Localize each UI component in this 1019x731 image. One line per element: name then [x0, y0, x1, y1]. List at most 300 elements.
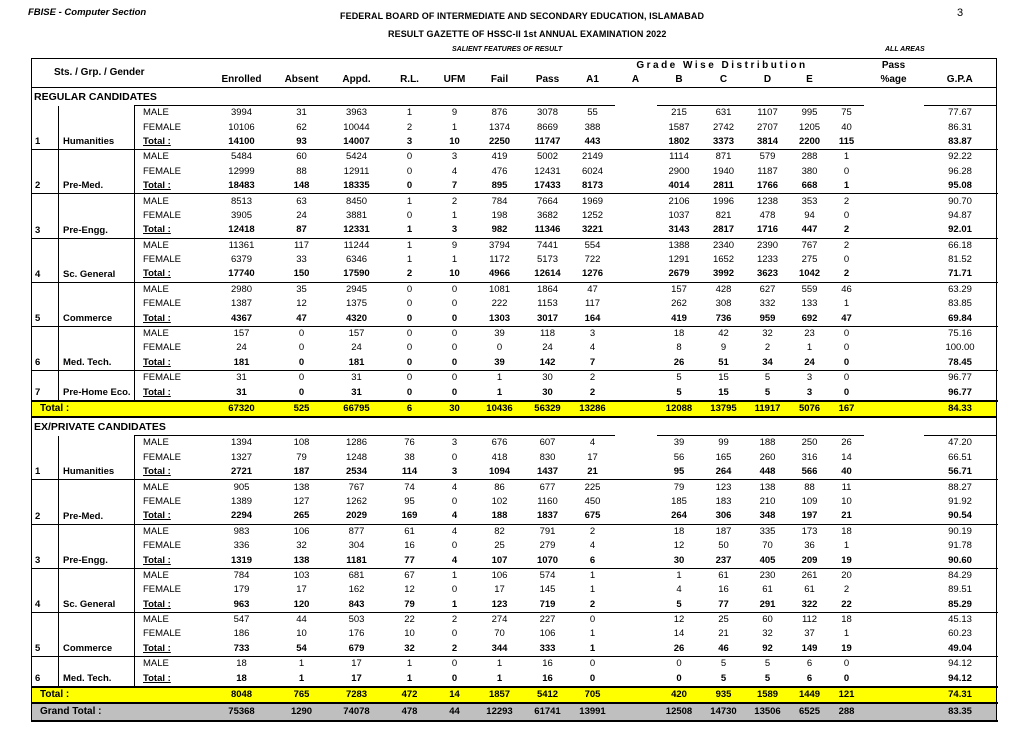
cell-value: 0: [571, 657, 615, 672]
cell-value: 11: [830, 480, 864, 495]
cell-value: 0: [830, 671, 864, 686]
table-row: [32, 223, 997, 238]
cell-value: 102: [491, 495, 508, 507]
spacer-cell: [864, 703, 924, 721]
cell-value: 22: [830, 598, 864, 613]
cell-value: 5484: [209, 150, 275, 165]
cell-value: 1: [451, 121, 458, 133]
cell-value: 14730: [702, 703, 746, 721]
cell-value: 18: [830, 612, 864, 627]
gender-label: MALE: [135, 657, 209, 672]
cell-value: 18: [657, 524, 702, 539]
cell-value: 2: [830, 223, 864, 238]
cell-value: 1: [451, 254, 458, 266]
group-name: Med. Tech.: [59, 326, 135, 370]
spacer-cell: [615, 583, 657, 597]
cell-value: 94: [804, 209, 815, 221]
cell-value: 10106: [228, 121, 255, 133]
table-row: [32, 179, 997, 194]
spacer-cell: [615, 385, 657, 400]
cell-value: 2: [830, 267, 864, 282]
salient-features-label: SALIENT FEATURES OF RESULT: [452, 46, 563, 53]
cell-value: 35: [275, 282, 329, 297]
spacer-cell: [864, 568, 924, 583]
cell-value: 574: [525, 568, 571, 583]
cell-value: 86.31: [948, 121, 972, 133]
cell-value: 12: [673, 540, 685, 552]
cell-value: 0: [406, 342, 413, 354]
cell-value: 0: [843, 254, 850, 266]
col-a1: A1: [571, 73, 615, 88]
cell-value: 631: [702, 106, 746, 121]
cell-value: 19: [830, 553, 864, 568]
cell-value: 1766: [746, 179, 790, 194]
cell-value: 503: [329, 612, 385, 627]
table-row: [32, 553, 997, 568]
cell-value: 14: [435, 687, 475, 703]
cell-value: 96.28: [948, 165, 972, 177]
gender-label: Total :: [135, 509, 209, 524]
cell-value: 2980: [209, 282, 275, 297]
cell-value: 78.45: [924, 356, 997, 371]
gender-label: Total :: [135, 356, 209, 371]
cell-value: 25: [702, 612, 746, 627]
gender-label: MALE: [135, 238, 209, 253]
table-row: [32, 495, 997, 509]
cell-value: 1387: [230, 298, 253, 310]
cell-value: 93: [275, 135, 329, 150]
spacer-cell: [864, 120, 924, 134]
spacer-cell: [864, 385, 924, 400]
cell-value: 30: [435, 401, 475, 417]
cell-value: 6: [571, 553, 615, 568]
spacer-cell: [615, 253, 657, 267]
cell-value: 4: [571, 436, 615, 451]
cell-value: 12911: [343, 165, 370, 177]
cell-value: 11361: [209, 238, 275, 253]
result-table: [31, 58, 997, 722]
cell-value: 10: [296, 628, 307, 640]
cell-value: 2294: [209, 509, 275, 524]
table-row: [32, 465, 997, 480]
cell-value: 5: [657, 371, 702, 386]
spacer-cell: [864, 106, 924, 121]
cell-value: 8669: [536, 121, 559, 133]
cell-value: 348: [746, 509, 790, 524]
spacer-cell: [615, 341, 657, 355]
cell-value: 5: [702, 671, 746, 686]
cell-value: 478: [385, 703, 435, 721]
spacer-cell: [615, 539, 657, 553]
group-name: Pre-Home Eco.: [59, 371, 135, 401]
cell-value: 5: [746, 385, 790, 400]
table-row: [32, 106, 997, 121]
cell-value: 22: [385, 612, 435, 627]
gender-label: MALE: [135, 194, 209, 209]
spacer-cell: [864, 194, 924, 209]
cell-value: 335: [746, 524, 790, 539]
cell-value: 1286: [329, 436, 385, 451]
cell-value: 6525: [790, 703, 830, 721]
cell-value: 90.70: [924, 194, 997, 209]
cell-value: 0: [435, 671, 475, 686]
group-name: Humanities: [59, 106, 135, 150]
col-c: C: [702, 73, 746, 88]
cell-value: 92.01: [924, 223, 997, 238]
cell-value: 12418: [209, 223, 275, 238]
col-e: E: [790, 73, 830, 88]
cell-value: 935: [702, 687, 746, 703]
cell-value: 179: [233, 584, 250, 596]
cell-value: 222: [491, 298, 508, 310]
cell-value: 2106: [657, 194, 702, 209]
cell-value: 0: [435, 657, 475, 672]
cell-value: 1081: [475, 282, 525, 297]
cell-value: 279: [539, 540, 556, 552]
cell-value: 12508: [657, 703, 702, 721]
cell-value: 237: [702, 553, 746, 568]
cell-value: 2742: [712, 121, 735, 133]
cell-value: 0: [435, 371, 475, 386]
table-row: [32, 385, 997, 400]
spacer-cell: [864, 165, 924, 179]
cell-value: 2: [571, 371, 615, 386]
cell-value: 2: [830, 238, 864, 253]
spacer-cell: [615, 297, 657, 311]
cell-value: 0: [451, 495, 458, 507]
cell-value: 69.84: [924, 311, 997, 326]
cell-value: 1: [475, 385, 525, 400]
cell-value: 3992: [702, 267, 746, 282]
cell-value: 17: [329, 657, 385, 672]
cell-value: 692: [790, 311, 830, 326]
cell-value: 0: [275, 326, 329, 341]
cell-value: 1276: [571, 267, 615, 282]
cell-value: 308: [715, 298, 732, 310]
cell-value: 92.22: [924, 150, 997, 165]
cell-value: 10436: [475, 401, 525, 417]
cell-value: 96.77: [924, 371, 997, 386]
cell-value: 1375: [345, 298, 368, 310]
cell-value: 0: [385, 150, 435, 165]
cell-value: 627: [746, 282, 790, 297]
gender-label: Total :: [135, 671, 209, 686]
cell-value: 90.54: [924, 509, 997, 524]
cell-value: 10: [841, 495, 852, 507]
cell-value: 559: [790, 282, 830, 297]
cell-value: 55: [571, 106, 615, 121]
spacer-cell: [615, 627, 657, 641]
table-row: [32, 253, 997, 267]
gender-label: MALE: [135, 524, 209, 539]
cell-value: 3: [571, 326, 615, 341]
cell-value: 109: [801, 495, 818, 507]
cell-value: 7664: [525, 194, 571, 209]
spacer-cell: [864, 627, 924, 641]
cell-value: 9: [435, 106, 475, 121]
cell-value: 332: [759, 298, 776, 310]
private-section-header: [32, 417, 997, 436]
gender-label: FEMALE: [143, 298, 182, 310]
all-areas-label: ALL AREAS: [885, 46, 925, 53]
cell-value: 44: [435, 703, 475, 721]
cell-value: 4: [589, 342, 596, 354]
cell-value: 0: [298, 342, 305, 354]
cell-value: 47: [275, 311, 329, 326]
cell-value: 16: [525, 671, 571, 686]
cell-value: 0: [830, 657, 864, 672]
table-row: [32, 341, 997, 355]
cell-value: 117: [275, 238, 329, 253]
cell-value: 963: [209, 598, 275, 613]
spacer-cell: [864, 539, 924, 553]
table-row: [32, 356, 997, 371]
cell-value: 165: [715, 451, 732, 463]
cell-value: 61: [702, 568, 746, 583]
cell-value: 1327: [230, 451, 253, 463]
cell-value: 10044: [343, 121, 370, 133]
gender-label: FEMALE: [143, 628, 182, 640]
cell-value: 21: [571, 465, 615, 480]
table-row: [32, 598, 997, 613]
cell-value: 31: [329, 385, 385, 400]
cell-value: 1037: [668, 209, 690, 221]
cell-value: 472: [385, 687, 435, 703]
cell-value: 2679: [657, 267, 702, 282]
table-row: [32, 627, 997, 641]
cell-value: 44: [275, 612, 329, 627]
cell-value: 31: [209, 371, 275, 386]
spacer-cell: [615, 657, 657, 672]
gender-label: Total :: [135, 179, 209, 194]
cell-value: 3794: [475, 238, 525, 253]
cell-value: 0: [275, 356, 329, 371]
grand-total-label: Grand Total :: [32, 703, 209, 721]
spacer-cell: [615, 120, 657, 134]
cell-value: 20: [830, 568, 864, 583]
cell-value: 75.16: [924, 326, 997, 341]
cell-value: 344: [475, 642, 525, 657]
group-name: Pre-Med.: [59, 150, 135, 194]
table-row: [32, 524, 997, 539]
cell-value: 198: [491, 209, 508, 221]
spacer-cell: [615, 179, 657, 194]
cell-value: 88: [296, 165, 307, 177]
spacer-cell: [864, 311, 924, 326]
cell-value: 70: [494, 628, 505, 640]
table-row: [32, 539, 997, 553]
cell-value: 420: [657, 687, 702, 703]
cell-value: 63.29: [924, 282, 997, 297]
cell-value: 210: [759, 495, 776, 507]
cell-value: 0: [451, 342, 458, 354]
cell-value: 0: [451, 628, 458, 640]
cell-value: 24: [542, 342, 553, 354]
col-enrolled: Enrolled: [209, 73, 275, 88]
group-number: 6: [32, 326, 59, 370]
cell-value: 0: [843, 165, 850, 177]
cell-value: 46: [830, 282, 864, 297]
cell-value: 16: [718, 584, 729, 596]
spacer-cell: [864, 524, 924, 539]
gender-label: Total :: [135, 267, 209, 282]
cell-value: 40: [841, 121, 852, 133]
group-name: Pre-Med.: [59, 480, 135, 524]
cell-value: 3: [435, 150, 475, 165]
cell-value: 79: [385, 598, 435, 613]
cell-value: 92: [746, 642, 790, 657]
cell-value: 0: [451, 298, 458, 310]
col-pass: Pass: [525, 73, 571, 88]
group-number: 2: [32, 150, 59, 194]
table-row: [32, 436, 997, 451]
cell-value: 767: [790, 238, 830, 253]
gender-label: Total :: [135, 385, 209, 400]
cell-value: 1153: [537, 298, 558, 310]
cell-value: 0: [435, 326, 475, 341]
spacer-cell: [864, 671, 924, 686]
cell-value: 12331: [329, 223, 385, 238]
cell-value: 1: [571, 642, 615, 657]
cell-value: 1: [843, 298, 850, 310]
cell-value: 3078: [525, 106, 571, 121]
cell-value: 1389: [230, 495, 253, 507]
cell-value: 1187: [757, 165, 778, 177]
cell-value: 75: [830, 106, 864, 121]
cell-value: 3: [435, 436, 475, 451]
cell-value: 681: [329, 568, 385, 583]
cell-value: 2: [764, 342, 771, 354]
private-total-row: [32, 687, 997, 703]
cell-value: 830: [539, 451, 556, 463]
cell-value: 17: [494, 584, 505, 596]
cell-value: 905: [209, 480, 275, 495]
cell-value: 164: [571, 311, 615, 326]
col-grade-wise-distribution: Grade Wise Distribution: [615, 59, 830, 74]
cell-value: 291: [746, 598, 790, 613]
cell-value: 138: [275, 480, 329, 495]
group-number: 5: [32, 612, 59, 656]
cell-value: 0: [843, 342, 850, 354]
cell-value: 96.77: [924, 385, 997, 400]
cell-value: 45.13: [924, 612, 997, 627]
cell-value: 61741: [525, 703, 571, 721]
cell-value: 1864: [525, 282, 571, 297]
cell-value: 2945: [329, 282, 385, 297]
cell-value: 316: [801, 451, 818, 463]
cell-value: 90.60: [924, 553, 997, 568]
cell-value: 2817: [702, 223, 746, 238]
cell-value: 419: [657, 311, 702, 326]
cell-value: 79: [296, 451, 307, 463]
table-row: [32, 326, 997, 341]
cell-value: 3814: [746, 135, 790, 150]
gender-label: MALE: [135, 568, 209, 583]
cell-value: 18: [209, 657, 275, 672]
col-pass-pct-age: %age: [864, 73, 924, 88]
cell-value: 61: [762, 584, 773, 596]
cell-value: 288: [830, 703, 864, 721]
cell-value: 2721: [209, 465, 275, 480]
cell-value: 8450: [329, 194, 385, 209]
cell-value: 181: [329, 356, 385, 371]
cell-value: 2811: [702, 179, 746, 194]
cell-value: 0: [657, 671, 702, 686]
cell-value: 13795: [702, 401, 746, 417]
cell-value: 895: [475, 179, 525, 194]
cell-value: 0: [830, 356, 864, 371]
cell-value: 1: [830, 150, 864, 165]
cell-value: 17433: [525, 179, 571, 194]
cell-value: 95: [404, 495, 415, 507]
cell-value: 13991: [571, 703, 615, 721]
spacer-cell: [864, 371, 924, 386]
page-number: 3: [957, 7, 964, 19]
cell-value: 983: [209, 524, 275, 539]
table-row: [32, 568, 997, 583]
cell-value: 0: [435, 311, 475, 326]
cell-value: 304: [348, 540, 365, 552]
cell-value: 722: [584, 254, 601, 266]
spacer-cell: [615, 598, 657, 613]
cell-value: 4966: [475, 267, 525, 282]
col-gpa: G.P.A: [924, 73, 997, 88]
cell-value: 5412: [525, 687, 571, 703]
group-number: 2: [32, 480, 59, 524]
cell-value: 0: [406, 165, 413, 177]
spacer-cell: [864, 598, 924, 613]
cell-value: 1374: [488, 121, 511, 133]
spacer-cell: [864, 642, 924, 657]
cell-value: 1290: [275, 703, 329, 721]
cell-value: 12614: [525, 267, 571, 282]
cell-value: 31: [329, 371, 385, 386]
cell-value: 260: [759, 451, 776, 463]
cell-value: 83.35: [924, 703, 997, 721]
cell-value: 12999: [228, 165, 255, 177]
cell-value: 36: [804, 540, 815, 552]
cell-value: 74078: [329, 703, 385, 721]
cell-value: 94.87: [948, 209, 972, 221]
regular-total-row: [32, 401, 997, 417]
cell-value: 145: [539, 584, 556, 596]
cell-value: 91.78: [948, 540, 972, 552]
cell-value: 114: [385, 465, 435, 480]
cell-value: 17590: [329, 267, 385, 282]
cell-value: 1: [589, 584, 596, 596]
spacer-cell: [864, 509, 924, 524]
spacer-cell: [864, 495, 924, 509]
cell-value: 4: [435, 509, 475, 524]
cell-value: 5: [657, 598, 702, 613]
cell-value: 0: [830, 385, 864, 400]
spacer-cell: [615, 326, 657, 341]
cell-value: 7: [435, 179, 475, 194]
table-row: [32, 509, 997, 524]
cell-value: 5: [702, 657, 746, 672]
cell-value: 138: [275, 553, 329, 568]
cell-value: 67: [385, 568, 435, 583]
cell-value: 18: [209, 671, 275, 686]
cell-value: 1: [657, 568, 702, 583]
cell-value: 84.33: [924, 401, 997, 417]
cell-value: 60.23: [948, 628, 972, 640]
cell-value: 76: [385, 436, 435, 451]
cell-value: 7441: [525, 238, 571, 253]
cell-value: 13286: [571, 401, 615, 417]
cell-value: 14007: [329, 135, 385, 150]
cell-value: 3: [790, 371, 830, 386]
